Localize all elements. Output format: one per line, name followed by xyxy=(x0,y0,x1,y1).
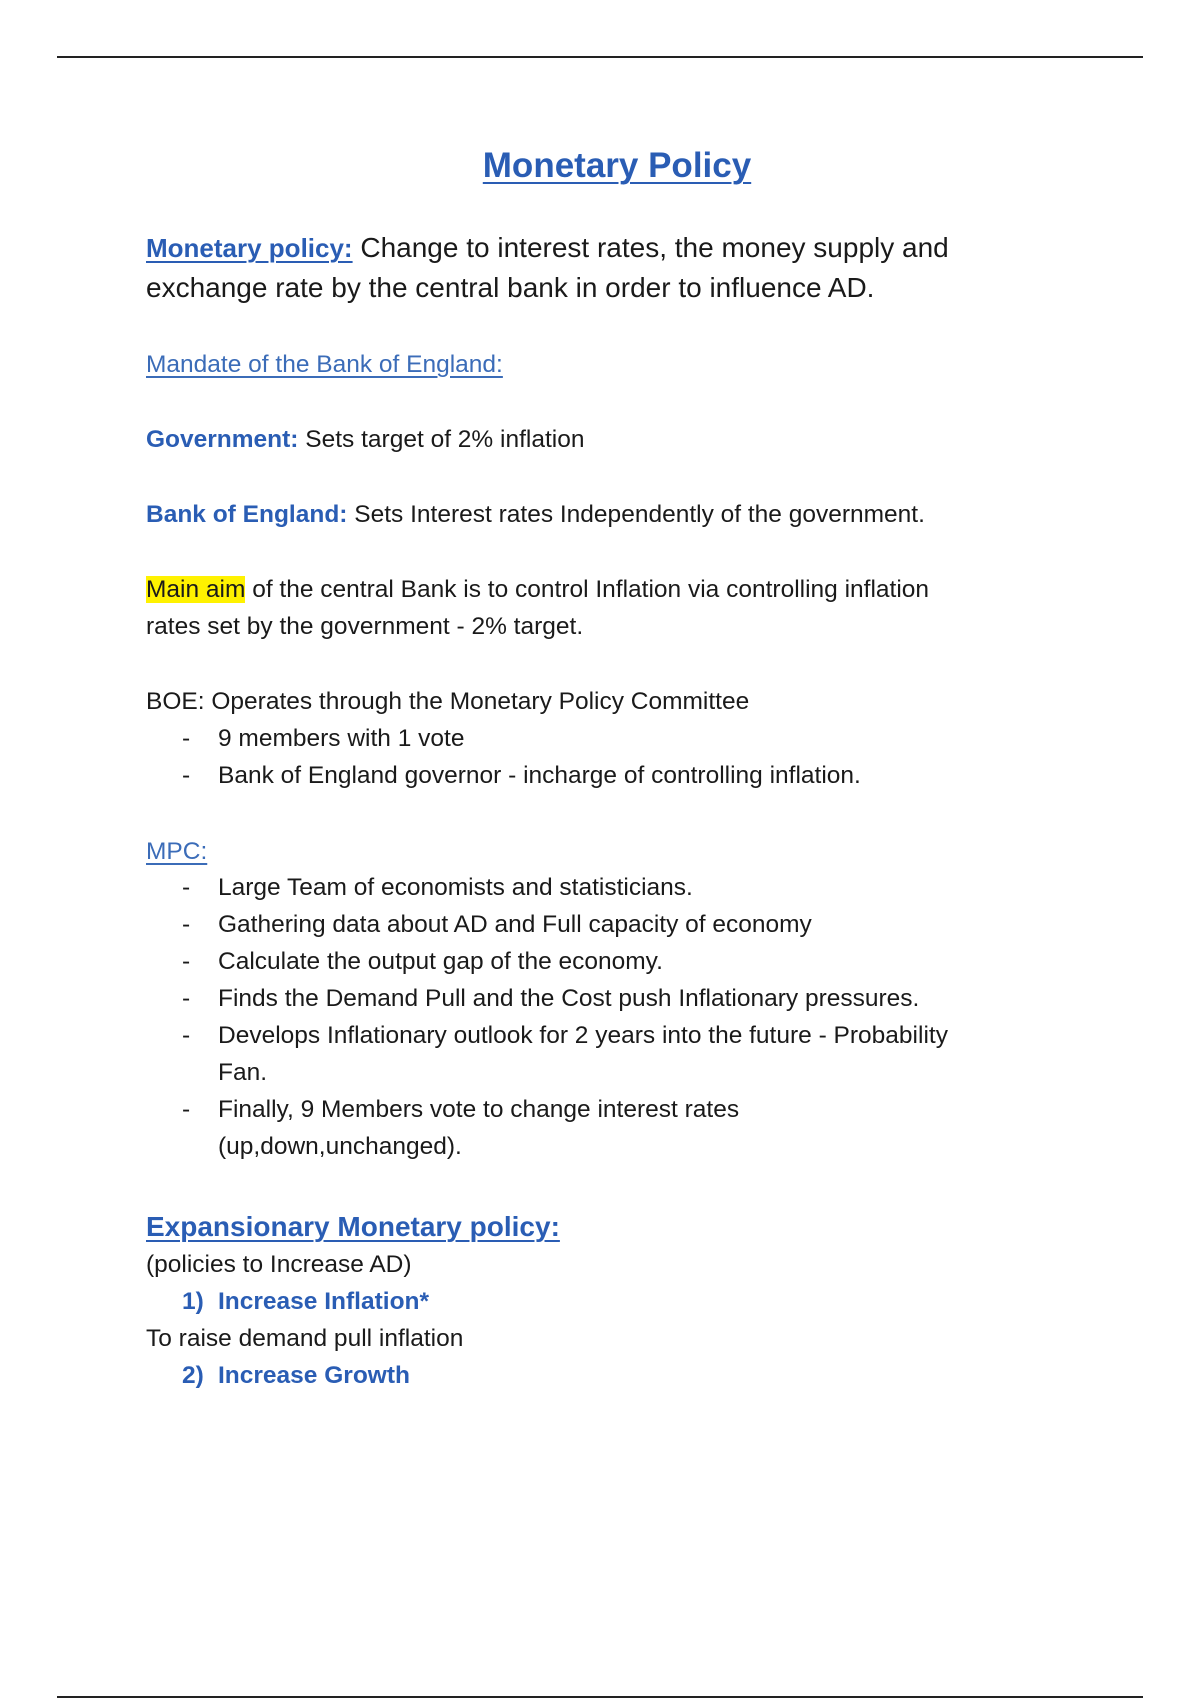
page-title: Monetary Policy xyxy=(482,146,752,185)
boe-line: Bank of England: Sets Interest rates Independently of the government. xyxy=(146,501,925,528)
list-item: - Bank of England governor - incharge of controlling inflation. xyxy=(182,762,861,789)
definition-line-1 xyxy=(146,228,1096,268)
list-item: - Calculate the output gap of the economy. xyxy=(182,948,663,975)
expansionary-point-1: 1) Increase Inflation* xyxy=(182,1288,430,1315)
boe-ops-heading: BOE: Operates through the Monetary Policy Committee xyxy=(146,688,750,715)
list-item-continuation: (up,down,unchanged). xyxy=(218,1133,462,1160)
mpc-heading: MPC: xyxy=(146,838,208,865)
definition-line-2: exchange rate by the central bank in order to influence AD. xyxy=(146,272,875,303)
government-label: Government: xyxy=(146,426,299,453)
list-item: - Gathering data about AD and Full capacity of economy xyxy=(182,911,812,938)
expansionary-subtitle: (policies to Increase AD) xyxy=(146,1251,412,1278)
expansionary-point-2: 2) Increase Growth xyxy=(182,1362,410,1389)
main-aim-highlight: Main aim xyxy=(146,576,246,603)
boe-label: Bank of England: xyxy=(146,501,348,528)
main-aim-line-1: Main aim of the central Bank is to control Inflation via controlling inflation xyxy=(146,576,930,603)
list-item: - Large Team of economists and statisticians. xyxy=(182,874,693,901)
boe-ops-list xyxy=(182,720,1102,794)
list-item-continuation: Fan. xyxy=(218,1059,268,1086)
mandate-heading: Mandate of the Bank of England: xyxy=(146,351,503,378)
expansionary-heading: Expansionary Monetary policy: xyxy=(146,1211,560,1242)
definition-term: Monetary policy: xyxy=(146,233,353,263)
list-item: - Finally, 9 Members vote to change interest rates xyxy=(182,1096,740,1123)
government-line: Government: Sets target of 2% inflation xyxy=(146,426,585,453)
list-item: - Develops Inflationary outlook for 2 years into the future - Probability xyxy=(182,1022,948,1049)
list-item: - Finds the Demand Pull and the Cost push Inflationary pressures. xyxy=(182,985,920,1012)
main-aim-line-2: rates set by the government - 2% target. xyxy=(146,613,584,640)
list-item: - 9 members with 1 vote xyxy=(182,725,465,752)
top-rule xyxy=(57,56,1143,58)
expansionary-point-1-note: To raise demand pull inflation xyxy=(146,1325,464,1352)
definition-text-1: Change to interest rates, the money supply and xyxy=(352,232,949,263)
mpc-list xyxy=(182,869,1102,1165)
bottom-rule xyxy=(57,1696,1143,1698)
